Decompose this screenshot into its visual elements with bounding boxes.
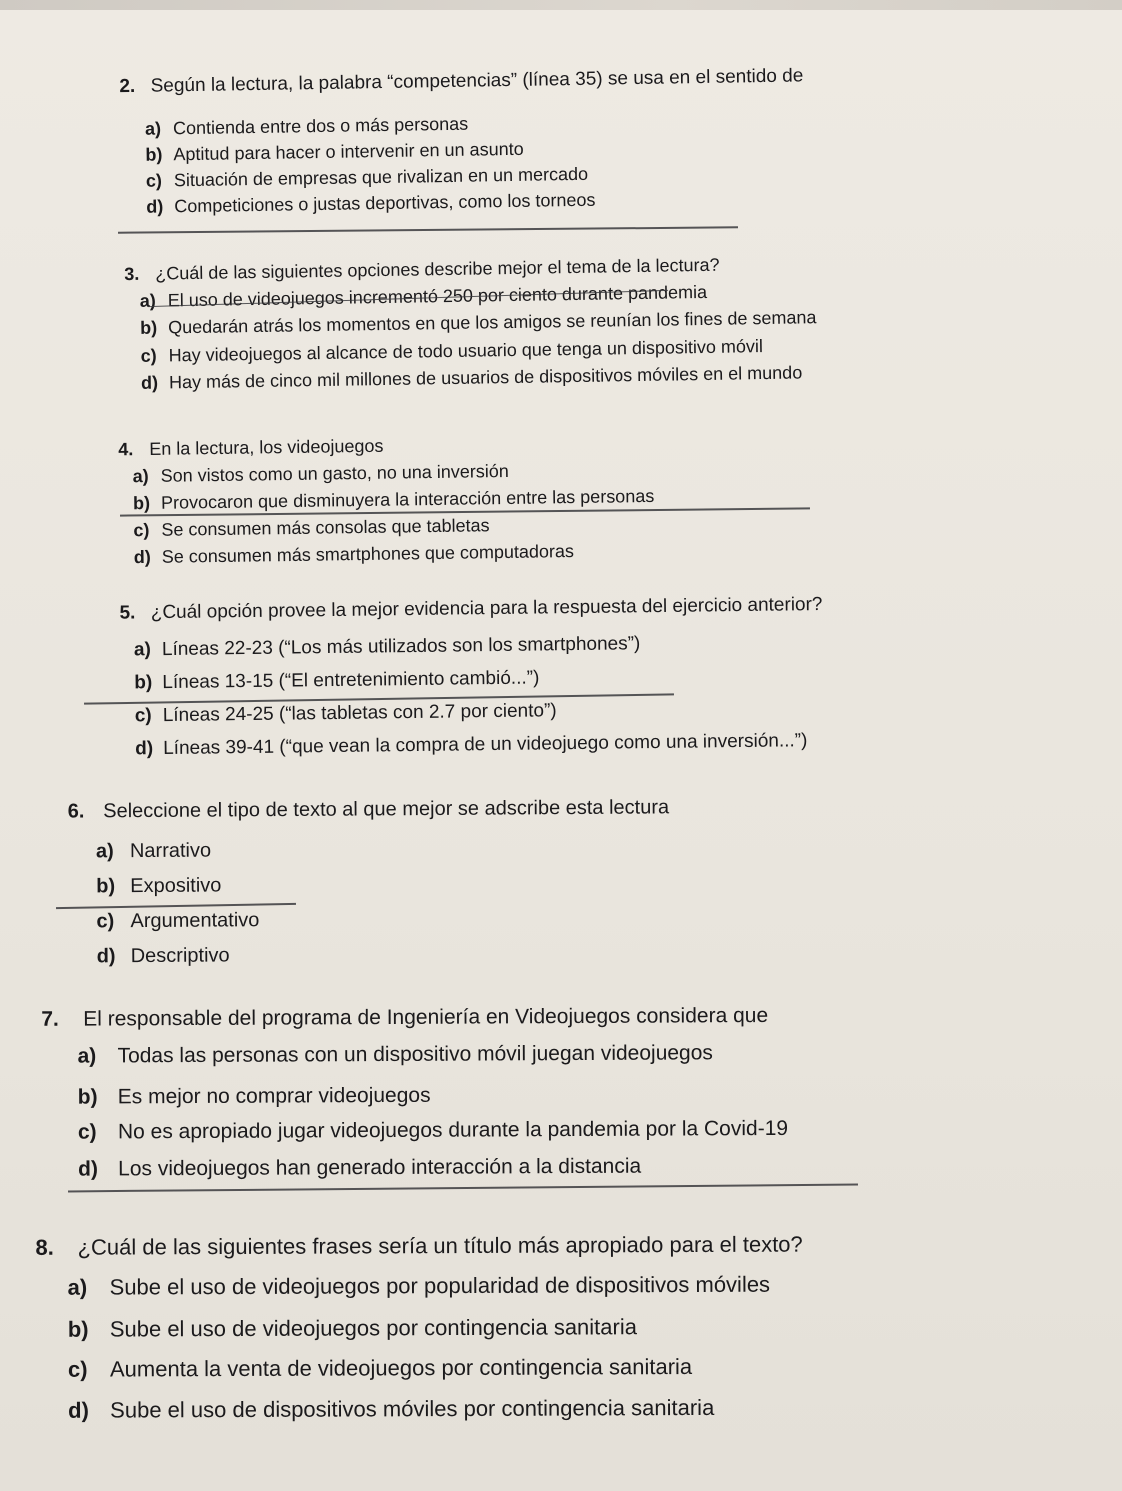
question-text: Según la lectura, la palabra “competencias” (línea 35) se usa en el sentido de bbox=[150, 65, 804, 97]
question-text: Seleccione el tipo de texto al que mejor se adscribe esta lectura bbox=[103, 796, 670, 823]
option-text: Líneas 13-15 (“El entretenimiento cambió...”) bbox=[162, 667, 540, 694]
option-text: Descriptivo bbox=[130, 944, 230, 968]
option-text: Aumenta la venta de videojuegos por contingencia sanitaria bbox=[109, 1353, 693, 1382]
question-text: ¿Cuál de las siguientes opciones describe mejor el tema de la lectura? bbox=[155, 254, 720, 284]
option-d[interactable] bbox=[68, 1395, 714, 1424]
option-d[interactable] bbox=[141, 362, 803, 393]
option-a[interactable] bbox=[77, 1041, 712, 1068]
question-stem bbox=[68, 796, 670, 823]
option-b[interactable] bbox=[96, 874, 221, 898]
question-stem bbox=[119, 65, 803, 98]
option-d[interactable] bbox=[97, 944, 230, 968]
question-stem bbox=[41, 1004, 768, 1032]
question-text: En la lectura, los videojuegos bbox=[149, 435, 384, 459]
option-letter: d) bbox=[146, 196, 164, 217]
option-letter: c) bbox=[133, 519, 150, 541]
option-letter: a) bbox=[67, 1274, 88, 1300]
option-d[interactable] bbox=[146, 190, 595, 218]
question-stem bbox=[35, 1232, 802, 1261]
question-number: 5. bbox=[119, 602, 136, 624]
question-number: 7. bbox=[41, 1007, 59, 1031]
option-d[interactable] bbox=[135, 730, 807, 760]
option-letter: a) bbox=[132, 465, 149, 487]
option-letter: b) bbox=[140, 317, 158, 338]
option-text: Expositivo bbox=[130, 874, 222, 898]
pencil-underline bbox=[68, 1184, 858, 1193]
question-number: 3. bbox=[124, 263, 140, 285]
option-c[interactable] bbox=[140, 336, 763, 367]
option-text: Argumentativo bbox=[130, 909, 260, 933]
option-a[interactable] bbox=[96, 840, 211, 864]
option-text: Líneas 39-41 (“que vean la compra de un videojuego como una inversión...”) bbox=[163, 730, 808, 760]
option-text: Situación de empresas que rivalizan en un mercado bbox=[173, 163, 589, 191]
option-letter: b) bbox=[77, 1085, 98, 1109]
option-letter: c) bbox=[67, 1356, 88, 1382]
option-letter: d) bbox=[78, 1157, 99, 1181]
option-text: Líneas 24-25 (“las tabletas con 2.7 por ciento”) bbox=[162, 700, 557, 727]
option-b[interactable] bbox=[78, 1084, 431, 1110]
option-text: Hay videojuegos al alcance de todo usuario que tenga un dispositivo móvil bbox=[168, 336, 764, 366]
option-text: Son vistos como un gasto, no una inversión bbox=[160, 460, 509, 486]
option-letter: a) bbox=[144, 118, 162, 139]
option-text: Aptitud para hacer o intervenir en un asunto bbox=[173, 138, 524, 165]
option-letter: c) bbox=[77, 1120, 97, 1144]
option-text: Competiciones o justas deportivas, como los torneos bbox=[174, 189, 596, 217]
option-a[interactable] bbox=[68, 1272, 771, 1301]
option-letter: b) bbox=[132, 492, 151, 514]
question-stem bbox=[124, 255, 720, 285]
option-b[interactable] bbox=[68, 1314, 637, 1342]
option-letter: a) bbox=[77, 1044, 97, 1068]
option-text: Líneas 22-23 (“Los más utilizados son los smartphones”) bbox=[161, 633, 641, 661]
option-text: Provocaron que disminuyera la interacción entre las personas bbox=[160, 485, 655, 513]
question-number: 2. bbox=[119, 75, 136, 98]
option-text: No es apropiado jugar videojuegos durante la pandemia por la Covid-19 bbox=[117, 1116, 789, 1144]
option-letter: b) bbox=[96, 875, 116, 898]
option-text: Se consumen más smartphones que computadoras bbox=[161, 541, 575, 567]
option-letter: c) bbox=[145, 170, 163, 191]
pencil-underline bbox=[56, 903, 296, 909]
option-d[interactable] bbox=[134, 541, 574, 568]
page-top-edge bbox=[0, 0, 1122, 10]
option-b[interactable] bbox=[134, 667, 539, 694]
option-letter: c) bbox=[96, 910, 115, 933]
option-letter: d) bbox=[140, 372, 159, 393]
option-letter: c) bbox=[134, 705, 152, 727]
option-letter: b) bbox=[134, 672, 153, 694]
option-text: Narrativo bbox=[129, 839, 212, 863]
option-text: Los videojuegos han generado interacción a la distancia bbox=[118, 1154, 642, 1181]
option-text: Se consumen más consolas que tabletas bbox=[161, 515, 490, 540]
question-number: 8. bbox=[35, 1234, 54, 1260]
option-text: Sube el uso de videojuegos por popularidad de dispositivos móviles bbox=[109, 1271, 771, 1300]
question-text: ¿Cuál opción provee la mejor evidencia para la respuesta del ejercicio anterior? bbox=[150, 593, 823, 624]
pencil-underline bbox=[118, 226, 738, 233]
option-text: Todas las personas con un dispositivo móvil juegan videojuegos bbox=[117, 1041, 713, 1068]
option-text: El uso de videojuegos incrementó 250 por ciento durante pandemia bbox=[167, 281, 708, 311]
option-letter: d) bbox=[68, 1397, 89, 1423]
option-letter: a) bbox=[133, 639, 151, 661]
question-text: El responsable del programa de Ingeniería en Videojuegos considera que bbox=[83, 1003, 769, 1031]
option-c[interactable] bbox=[68, 1354, 692, 1383]
question-stem bbox=[118, 436, 383, 461]
option-b[interactable] bbox=[140, 307, 817, 339]
option-a[interactable] bbox=[145, 114, 468, 140]
option-text: Quedarán atrás los momentos en que los amigos se reunían los fines de semana bbox=[168, 307, 817, 338]
option-c[interactable] bbox=[133, 515, 489, 541]
option-text: Sube el uso de videojuegos por contingencia sanitaria bbox=[109, 1314, 637, 1342]
option-letter: d) bbox=[133, 546, 151, 568]
question-number: 6. bbox=[67, 800, 85, 823]
option-text: Hay más de cinco mil millones de usuarios de dispositivos móviles en el mundo bbox=[168, 362, 803, 393]
question-stem bbox=[119, 594, 822, 625]
option-letter: a) bbox=[139, 290, 156, 311]
option-a[interactable] bbox=[133, 461, 509, 487]
option-c[interactable] bbox=[78, 1117, 788, 1145]
option-b[interactable] bbox=[145, 139, 524, 166]
question-text: ¿Cuál de las siguientes frases sería un título más apropiado para el texto? bbox=[77, 1231, 803, 1260]
option-c[interactable] bbox=[146, 164, 589, 192]
option-letter: a) bbox=[95, 840, 114, 863]
option-a[interactable] bbox=[134, 633, 641, 661]
option-text: Contienda entre dos o más personas bbox=[172, 113, 469, 139]
option-letter: b) bbox=[145, 144, 163, 165]
option-c[interactable] bbox=[96, 909, 259, 933]
option-text: Sube el uso de dispositivos móviles por contingencia sanitaria bbox=[110, 1394, 715, 1423]
question-number: 4. bbox=[118, 439, 134, 460]
option-c[interactable] bbox=[135, 700, 557, 727]
option-d[interactable] bbox=[78, 1155, 641, 1182]
option-letter: c) bbox=[140, 345, 157, 366]
option-letter: b) bbox=[67, 1316, 89, 1342]
option-letter: d) bbox=[135, 738, 154, 760]
option-letter: d) bbox=[96, 945, 116, 968]
option-text: Es mejor no comprar videojuegos bbox=[117, 1083, 431, 1109]
